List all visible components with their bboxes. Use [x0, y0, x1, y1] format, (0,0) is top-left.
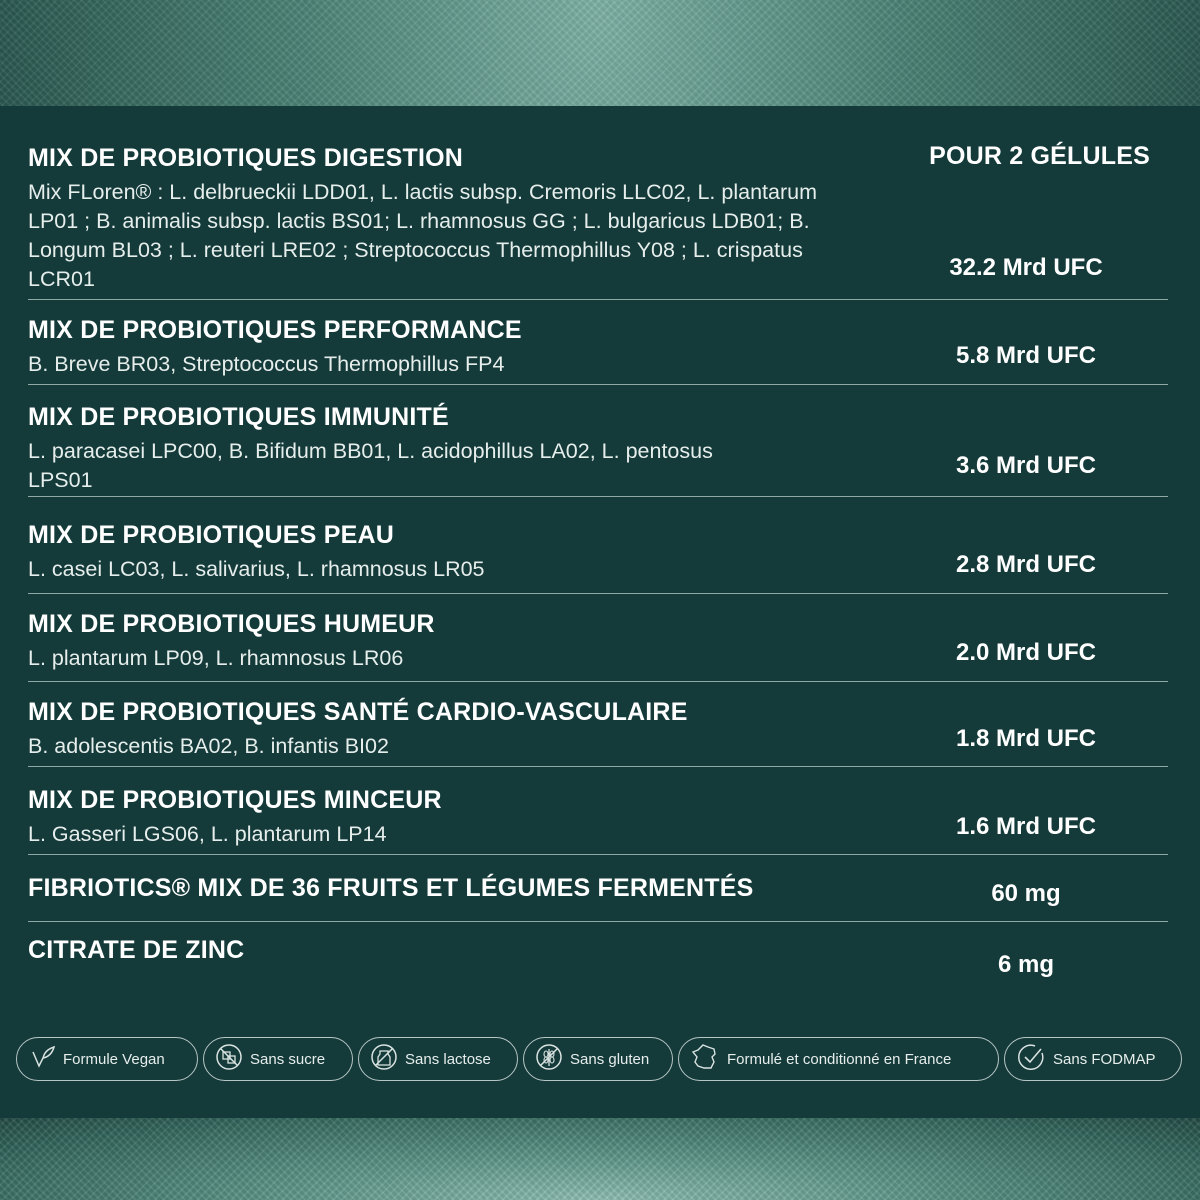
- france-map-icon: [689, 1042, 721, 1076]
- row-value: 6 mg: [997, 951, 1054, 978]
- badge-vegan: [16, 1037, 198, 1081]
- row-description: Mix FLoren® : L. delbrueckii LDD01, L. lactis subsp. Cremoris LLC02, L. plantarum LP01 ; B. animalis subsp. lactis BS01; L. rhamnosus GG ; L. bulgaricus LDB01; B. Longum BL03 ; L. reuteri LRE02 ; Streptococcus Thermophillus Y08 ; L. crispatus LCR01: [28, 180, 817, 291]
- row-description: L. Gasseri LGS06, L. plantarum LP14: [28, 822, 387, 846]
- badge-label: Sans gluten: [570, 1050, 650, 1068]
- table-row: [28, 403, 1168, 497]
- check-circle-icon: [1015, 1041, 1047, 1077]
- row-value: 3.6 Mrd UFC: [955, 452, 1096, 479]
- row-value: 1.8 Mrd UFC: [955, 725, 1096, 752]
- serving-header: POUR 2 GÉLULES: [929, 142, 1150, 170]
- badge-lactose-free: [358, 1037, 518, 1081]
- badge-fodmap-free: [1004, 1037, 1182, 1081]
- row-description: B. Breve BR03, Streptococcus Thermophillus FP4: [28, 352, 505, 376]
- table-row: [28, 936, 1168, 996]
- row-value: 5.8 Mrd UFC: [955, 342, 1096, 369]
- no-sugar-icon: [214, 1042, 244, 1076]
- badge-made-in-france: [678, 1037, 999, 1081]
- row-description: L. paracasei LPC00, B. Bifidum BB01, L. acidophillus LA02, L. pentosus LPS01: [28, 439, 713, 492]
- badge-label: Formulé et conditionné en France: [727, 1050, 952, 1068]
- badge-gluten-free: [523, 1037, 673, 1081]
- no-gluten-icon: [534, 1042, 564, 1076]
- row-description: B. adolescentis BA02, B. infantis BI02: [28, 734, 389, 758]
- table-row: [28, 786, 1168, 855]
- row-title: MIX DE PROBIOTIQUES PEAU: [28, 521, 394, 549]
- row-title: CITRATE DE ZINC: [28, 936, 245, 964]
- table-row: [28, 874, 1168, 922]
- row-title: MIX DE PROBIOTIQUES MINCEUR: [28, 786, 442, 814]
- row-title: MIX DE PROBIOTIQUES SANTÉ CARDIO-VASCULAIRE: [28, 698, 688, 726]
- table-row: [28, 144, 1168, 300]
- table-row: [28, 610, 1168, 682]
- table-row: [28, 316, 1168, 385]
- badge-sugar-free: [203, 1037, 353, 1081]
- row-value: 2.0 Mrd UFC: [955, 639, 1096, 666]
- table-row: [28, 698, 1168, 767]
- table-row: [28, 521, 1168, 594]
- row-value: 1.6 Mrd UFC: [955, 813, 1096, 840]
- nutrition-panel: [0, 106, 1200, 1118]
- badge-label: Sans FODMAP: [1053, 1050, 1156, 1068]
- no-lactose-icon: [369, 1042, 399, 1076]
- row-value: 60 mg: [991, 880, 1061, 907]
- row-title: FIBRIOTICS® MIX DE 36 FRUITS ET LÉGUMES FERMENTÉS: [28, 874, 754, 902]
- badge-label: Sans lactose: [405, 1050, 491, 1068]
- row-title: MIX DE PROBIOTIQUES HUMEUR: [28, 610, 435, 638]
- row-description: L. plantarum LP09, L. rhamnosus LR06: [28, 646, 404, 670]
- row-value: 2.8 Mrd UFC: [955, 551, 1096, 578]
- row-title: MIX DE PROBIOTIQUES DIGESTION: [28, 144, 464, 172]
- row-title: MIX DE PROBIOTIQUES PERFORMANCE: [28, 316, 522, 344]
- row-description: L. casei LC03, L. salivarius, L. rhamnosus LR05: [28, 557, 485, 581]
- row-value: 32.2 Mrd UFC: [949, 254, 1103, 281]
- badge-label: Sans sucre: [250, 1050, 326, 1068]
- badge-label: Formule Vegan: [63, 1050, 165, 1068]
- row-title: MIX DE PROBIOTIQUES IMMUNITÉ: [28, 403, 449, 431]
- fabric-background-bottom: [0, 1118, 1200, 1200]
- leaf-icon: [27, 1042, 57, 1076]
